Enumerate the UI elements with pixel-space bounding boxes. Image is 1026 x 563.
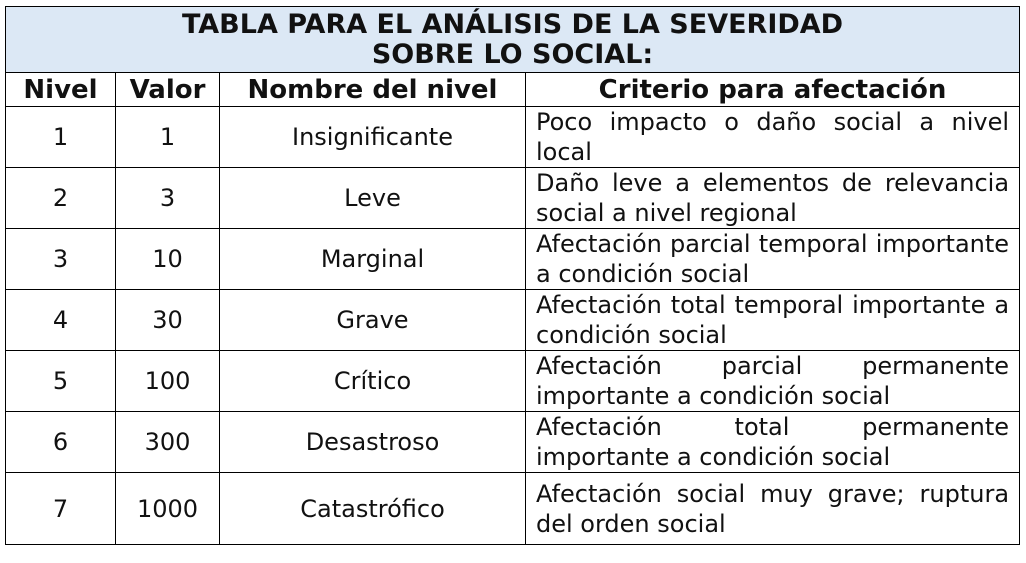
table-row xyxy=(6,229,1020,290)
cell-valor: 1 xyxy=(116,107,220,168)
cell-valor: 300 xyxy=(116,412,220,473)
cell-nivel: 7 xyxy=(6,473,116,545)
column-header-criterio: Criterio para afectación xyxy=(526,73,1020,107)
severity-table xyxy=(5,6,1020,545)
cell-valor: 30 xyxy=(116,290,220,351)
cell-criterio: Afectación total permanente importante a condición social xyxy=(526,412,1020,473)
column-header-valor: Valor xyxy=(116,73,220,107)
table-title-line-1: TABLA PARA EL ANÁLISIS DE LA SEVERIDAD xyxy=(181,8,844,40)
cell-valor: 3 xyxy=(116,168,220,229)
cell-nivel: 4 xyxy=(6,290,116,351)
cell-criterio: Poco impacto o daño social a nivel local xyxy=(526,107,1020,168)
cell-nombre: Desastroso xyxy=(220,412,526,473)
cell-nombre: Catastrófico xyxy=(220,473,526,545)
cell-valor: 10 xyxy=(116,229,220,290)
table-title-row xyxy=(6,7,1020,73)
cell-nombre: Leve xyxy=(220,168,526,229)
cell-valor: 100 xyxy=(116,351,220,412)
table-row xyxy=(6,412,1020,473)
cell-nivel: 5 xyxy=(6,351,116,412)
column-header-nombre: Nombre del nivel xyxy=(220,73,526,107)
cell-nombre: Insignificante xyxy=(220,107,526,168)
cell-criterio: Daño leve a elementos de relevancia social a nivel regional xyxy=(526,168,1020,229)
column-header-row xyxy=(6,73,1020,107)
cell-nivel: 1 xyxy=(6,107,116,168)
table-row xyxy=(6,290,1020,351)
table-title xyxy=(6,7,1020,73)
cell-nombre: Grave xyxy=(220,290,526,351)
cell-criterio: Afectación parcial permanente importante a condición social xyxy=(526,351,1020,412)
cell-criterio: Afectación social muy grave; ruptura del orden social xyxy=(526,473,1020,545)
cell-nombre: Marginal xyxy=(220,229,526,290)
cell-nivel: 2 xyxy=(6,168,116,229)
table-row xyxy=(6,351,1020,412)
table-row xyxy=(6,473,1020,545)
cell-nivel: 6 xyxy=(6,412,116,473)
cell-criterio: Afectación total temporal importante a condición social xyxy=(526,290,1020,351)
cell-nivel: 3 xyxy=(6,229,116,290)
table-title-line-2: SOBRE LO SOCIAL: xyxy=(371,38,654,70)
cell-valor: 1000 xyxy=(116,473,220,545)
cell-nombre: Crítico xyxy=(220,351,526,412)
table-row xyxy=(6,107,1020,168)
table-row xyxy=(6,168,1020,229)
column-header-nivel: Nivel xyxy=(6,73,116,107)
cell-criterio: Afectación parcial temporal importante a condición social xyxy=(526,229,1020,290)
